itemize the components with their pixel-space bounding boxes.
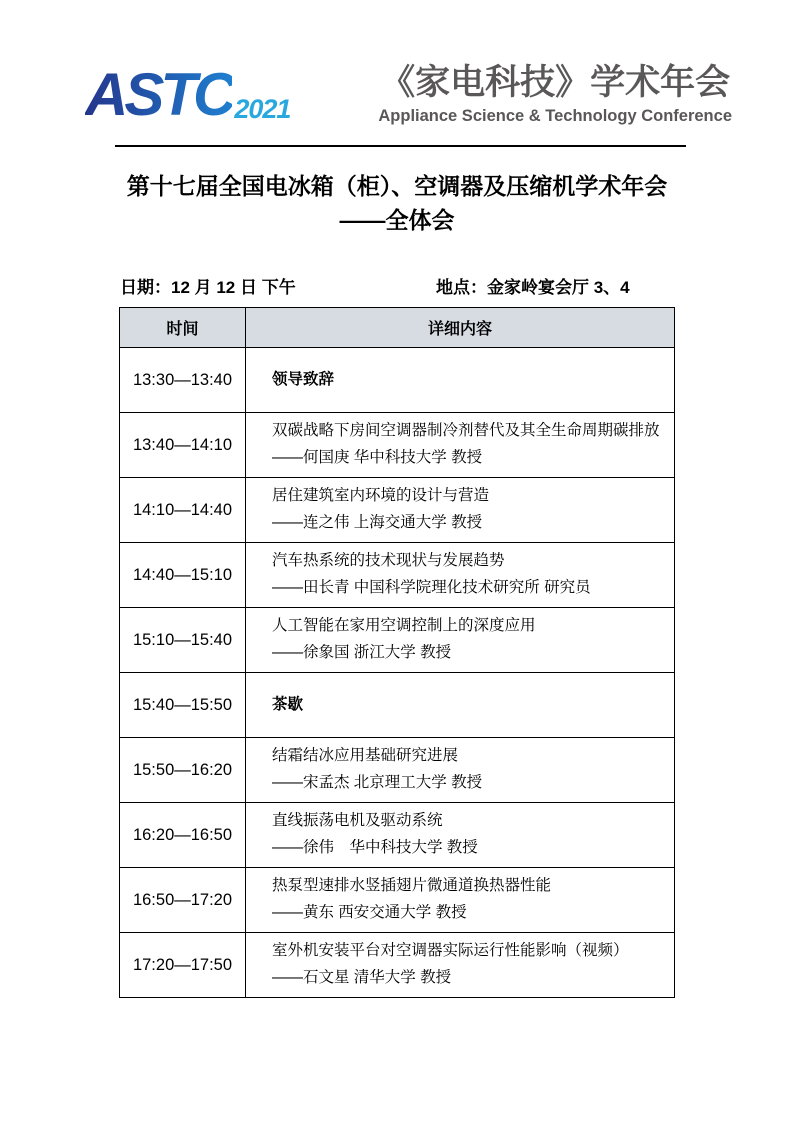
agenda-row [120,803,675,868]
astc-logo-year: 2021 [234,94,291,124]
meta-date: 日期：12 月 12 日 下午 [120,278,296,297]
session-content-cell [246,478,675,543]
session-time: 15:40—15:50 [120,673,246,738]
session-title: 结霜结冰应用基础研究进展 [272,746,459,764]
session-title: 直线振荡电机及驱动系统 [272,811,443,829]
session-speaker: ——石文星 清华大学 教授 [272,969,452,987]
session-speaker: ——宋孟杰 北京理工大学 教授 [272,774,483,792]
agenda-row [120,673,675,738]
agenda-row [120,738,675,803]
session-speaker: ——徐象国 浙江大学 教授 [272,644,452,662]
session-title: 人工智能在家用空调控制上的深度应用 [272,616,536,634]
session-time: 15:10—15:40 [120,608,246,673]
session-time: 14:40—15:10 [120,543,246,608]
meta-row [120,273,676,298]
session-speaker: ——何国庚 华中科技大学 教授 [272,449,483,467]
session-title: 双碳战略下房间空调器制冷剂替代及其全生命周期碳排放 [272,421,660,439]
session-time: 14:10—14:40 [120,478,246,543]
agenda-row [120,868,675,933]
brand-title-en: Appliance Science & Technology Conference [378,106,732,125]
header-divider [115,145,686,147]
document-title-line1: 第十七届全国电冰箱（柜）、空调器及压缩机学术年会 [126,173,668,199]
brand-block [378,62,732,125]
agenda-row [120,543,675,608]
agenda-table [119,307,675,998]
session-title: 室外机安装平台对空调器实际运行性能影响（视频） [272,941,629,959]
session-content-cell [246,868,675,933]
session-title: 居住建筑室内环境的设计与营造 [272,486,490,504]
agenda-header-row [120,308,675,348]
agenda-row [120,608,675,673]
session-content-cell [246,608,675,673]
session-title: 汽车热系统的技术现状与发展趋势 [272,551,505,569]
session-content-cell [246,543,675,608]
meta-venue: 地点：金家岭宴会厅 3、4 [436,278,630,297]
session-title: 茶歇 [272,695,304,713]
session-content-cell [246,413,675,478]
session-content-cell [246,738,675,803]
session-time: 13:40—14:10 [120,413,246,478]
agenda-row [120,478,675,543]
session-content-cell [246,803,675,868]
session-title: 热泵型速排水竖插翅片微通道换热器性能 [272,876,552,894]
session-time: 17:20—17:50 [120,933,246,998]
header [0,0,794,128]
agenda-row [120,348,675,413]
agenda-row [120,413,675,478]
session-speaker: ——徐伟 华中科技大学 教授 [272,839,478,857]
agenda-header-time: 时间 [120,308,246,348]
session-content-cell [246,348,675,413]
session-time: 15:50—16:20 [120,738,246,803]
astc-logo [85,61,291,128]
agenda-header-content: 详细内容 [246,308,675,348]
session-time: 16:50—17:20 [120,868,246,933]
session-title: 领导致辞 [272,370,335,388]
session-content-cell [246,673,675,738]
session-speaker: ——田长青 中国科学院理化技术研究所 研究员 [272,579,591,597]
session-speaker: ——黄东 西安交通大学 教授 [272,904,467,922]
astc-logo-text: ASTC [85,61,233,128]
session-content-cell [246,933,675,998]
session-speaker: ——连之伟 上海交通大学 教授 [272,514,483,532]
document-title [0,169,794,237]
agenda-row [120,933,675,998]
document-title-line2: ——全体会 [339,207,455,233]
session-time: 13:30—13:40 [120,348,246,413]
session-time: 16:20—16:50 [120,803,246,868]
brand-title-zh: 《家电科技》学术年会 [380,62,731,102]
